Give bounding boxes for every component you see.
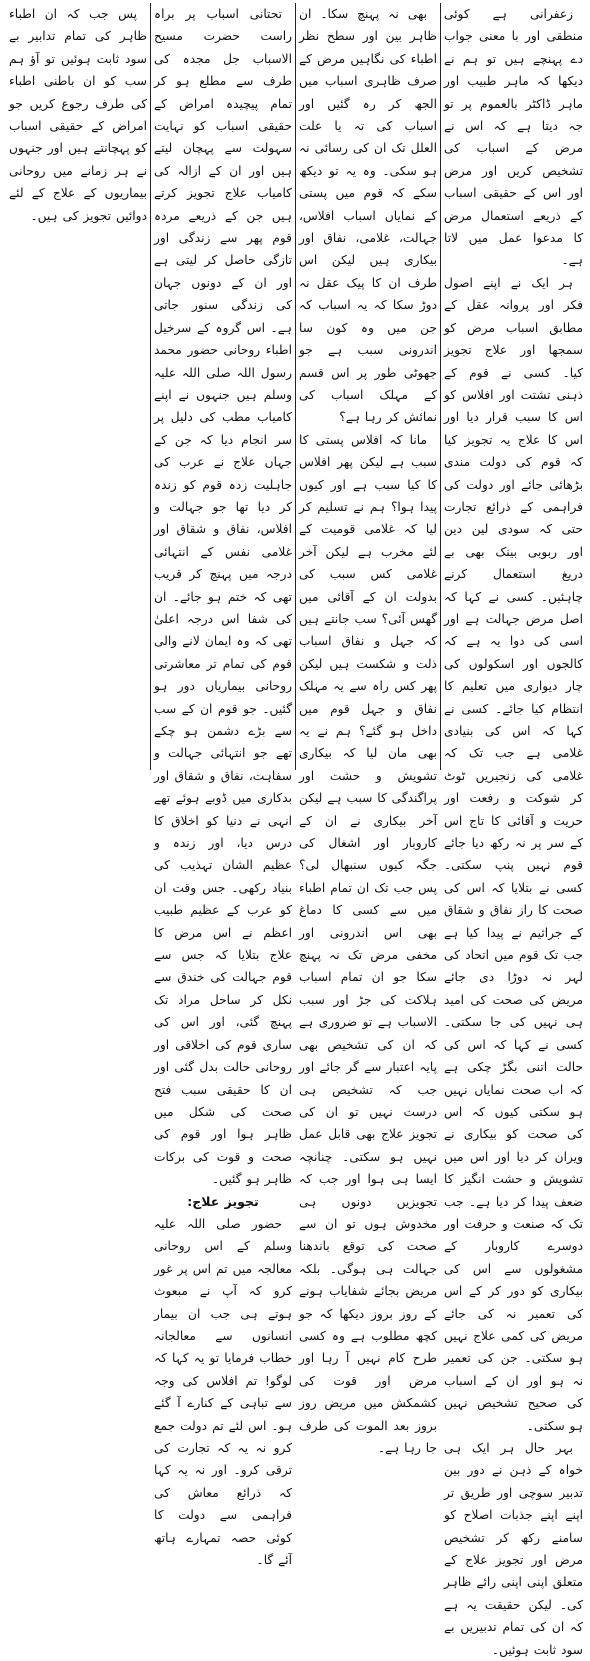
column-4 <box>6 3 151 770</box>
column-1-paragraph-2: ہر ایک نے اپنے اصول فکر اور پروانہ عقل کے مطابق اسباب مرض کو سمجھا اور علاج تجویز کیا۔ کسی نے قوم کے ذہنی تشتت اور افلاس کو اس کا سبب قرار دیا اور اس کا علاج یہ تجویز کیا کہ قوم کی دولت مندی بڑھائی جائے اور دولت کی فراہمی کے ذرائع تجارت حتی کہ سودی لین دین اور ربوبی بینک بھی بے دریغ استعمال کرنے چاہئیں۔ کسی نے کہا کہ اصل مرض جہالت ہے اور اسی کی دوا یہ ہے کہ کالجوں اور اسکولوں کی چار دیواری میں تعلیم کا انتظام کیا جائے۔ کسی نے کہا کہ اس کی بنیادی غلامی ہے جب تک کہ غلامی کی زنجیریں ٹوٹ کر شوکت و رفعت اور حریت و آقائی کا تاج اس کے سر پر نہ رکھ دیا جائے قوم نہیں پنپ سکتی۔ کسی نے بتلایا کہ اس کی صحت کا راز نفاق و شقاق کے جراثیم نے پیدا کیا ہے جب تک قوم میں اتحاد کی لہر نہ دوڑا دی جائے مریض کی صحت کی امید ہی نہیں کی جا سکتی۔ کسی نے کہا کہ اس کی حالت اتنی بگڑ چکی ہے کہ اب صحت نمایاں نہیں ہو سکتی کیوں کہ اس کی صحت کو بیکاری نے ویران کر دیا اور اس میں تشویش و حشت انگیز کا ضعف پیدا کر دیا ہے۔ جب تک کہ صنعت و حرفت اور دوسرے کاروبار کے مشغولوں سے اس کی بیکاری کو دور کر کے اس کی تعمیر نہ کی جائے مریض کی کمی علاج نہیں ہو سکتی۔ جن کی تعمیر نہ ہو اور ان کے اسباب کی صحیح تشخیص نہیں ہو سکتی۔ <box>444 275 583 1433</box>
column-1 <box>441 3 586 1657</box>
column-1-paragraph-3: بہر حال ہر ایک ہی خواہ کے ذہن نے دور بین تدبیر سوچی اور طریق تر اپنے اپنے جذبات اصلاح کو سامنے رکھ کر تشخیص مرض اور تجویز علاج کے متعلق اپنی اپنی رائے ظاہر کی۔ لیکن حقیقت یہ ہے کہ ان کی تمام تدبیریں بے سود ثابت ہوئیں۔ <box>444 1441 583 1657</box>
column-3-paragraph-2: حضور صلی اللہ علیہ وسلم کے اس روحانی معالجہ میں تم اس پر غور کرو کہ آپ نے مبعوث ہوتے ہی جب ان بیمار انسانوں سے معالجانہ خطاب فرمایا تو یہ کہا کہ لوگو! تم افلاس کی وجہ سے تباہی کے کنارے آ گئے ہو۔ اس لئے تم دولت جمع کرو نہ یہ کہ تجارت کی ترقی کرو۔ اور نہ یہ کہا کہ ذرائع معاش کی فراہمی سے دولت کا کوئی حصہ تمہارے ہاتھ آئے گا۔ <box>154 1216 292 1568</box>
column-2-paragraph-1: بھی نہ پہنچ سکا۔ ان ظاہر بین اور سطح نظر اطباء کی نگاہیں مرض کے صرف ظاہری اسباب میں الجھ کر رہ گئیں اور اسباب کی تہ یا علت العلل تک ان کی رسائی نہ ہو سکی۔ وہ یہ تو دیکھ سکے کہ قوم میں پستی کے نمایاں اسباب افلاس، جہالت، غلامی، نفاق اور بیکاری ہیں لیکن اس طرف ان کا پیک عقل نہ دوڑ سکا کہ یہ اسباب کہ جن میں وہ کون سا اندرونی سبب ہے جو جھوٹی طور پر اس قسم کے مہلک اسباب کی نمائش کر رہا ہے؟ <box>299 7 437 425</box>
column-3-paragraph-1: تحتانی اسباب پر براہ راست حضرت مسیح الاسباب جل مجدہ کی طرف سے مطلع ہو کر تمام پیچیدہ امراض کے حقیقی اسباب کو نہایت سہولت سے پہچان لیتے ہیں اور ان کے ازالہ کی کامیاب علاج تجویز کرتے ہیں جن کے ذریعے مردہ قوم پھر سے زندگی اور تازگی حاصل کر لیتی ہے اور ان کے دونوں جہان کی زندگی سنور جاتی ہے۔ اس گروہ کے سرخیل اطباء روحانی حضور محمد رسول اللہ صلی اللہ علیہ وسلم ہیں جنہوں نے اپنے کامیاب مطب کی دلیل پر سر انجام دیا کہ جن کے جہاں علاج نے عرب کی جاہلیت زدہ قوم کو زندہ کر دیا تھا جو جہالت و افلاس، نفاق و شقاق اور غلامی نفس کے انتہائی درجہ میں پہنچ کر قریب تھی کہ ختم ہو جائے۔ ان کی شفا اس درجہ اعلیٰ تھی کہ وہ ایمان لانے والی قوم کی تمام تر معاشرتی روحانی بیماریاں دور ہو گئیں۔ جو قوم ان کے سب سے بڑے دشمن ہو چکے تھے جو انتہائی جہالت و سفاہت، نفاق و شقاق اور بدکاری میں ڈوبے ہوئے تھے انہی نے دنیا کو اخلاق کا درس دیا، اور زندہ و عظیم الشان تہذیب کی بنیاد رکھی۔ جس وقت ان کو عرب کے عظیم طبیب اعظم نے اس مرض کا علاج بتلایا کہ جس سے قوم جہالت کی خندق سے نکل کر ساحل مراد تک پہنچ گئی، اور اس کی ساری قوم کی اخلاقی اور روحانی حالت بدل گئی اور ان کا حقیقی سبب فتح صحت کی شکل میں ظاہر ہوا اور قوم کی صحت و قوت کی برکات ظاہر ہو گئیں۔ <box>154 7 292 1187</box>
column-2-paragraph-2: مانا کہ افلاس پستی کا سبب ہے لیکن پھر افلاس کا کیا سبب ہے اور کیوں پیدا ہوا؟ ہم نے تسلیم کر لیا کہ غلامی قومیت کے لئے مخرب ہے لیکن آخر غلامی کس سبب کی بدولت ان کے آقائی میں گھس آئی؟ سب جانتے ہیں کہ جہل و نفاق اسباب ذلت و شکست ہیں لیکن پھر کس راہ سے یہ مہلک نفاق و جہل قوم میں داخل ہو گئے؟ ہم نے یہ بھی مان لیا کہ بیکاری تشویش و حشت اور پراگندگی کا سبب ہے لیکن آخر بیکاری نے ان کے کاروبار اور اشغال کی جگہ کیوں سنبھال لی؟ پس جب تک ان تمام اطباء میں سے کسی کا دماغ بھی اس اندرونی اور مخفی مرض تک نہ پہنچ سکا جو ان تمام اسباب ہلاکت کی جڑ اور سبب الاسباب ہے تو ضروری ہے کہ ان کی تشخیص بھی پایہ اعتبار سے گر جائے اور جب کہ تشخیص ہی درست نہیں تو ان کی تجویز علاج بھی قابل عمل نہیں ہو سکتی۔ چنانچہ ایسا ہی ہوا اور جب کہ تجویزیں دونوں ہی مخدوش ہوں تو ان سے صحت کی توقع باندھنا جہالت ہی ہوگی۔ بلکہ مریض بجائے شفایاب ہونے کے روز بروز دیکھا کہ جو کچھ مطلوب ہے وہ کسی طرح کام نہیں آ رہا اور مرض اور قوت کی کشمکش میں مریض روز بروز بعد الموت کی طرف جا رہا ہے۔ <box>299 432 437 1455</box>
column-4-paragraph-1: پس جب کہ ان اطباء ظاہر کی تمام تدابیر بے سود ثابت ہوئیں تو آؤ ہم سب کو ان باطنی اطباء کی طرف رجوع کریں جو امراض کے حقیقی اسباب کو پہچانتے ہیں اور جنہوں نے ہر زمانے میں روحانی بیماریوں کے علاج کے لئے دوائیں تجویز کی ہیں۔ <box>9 7 147 223</box>
column-3 <box>151 3 296 1568</box>
section-heading-treatment: تجویز علاج: <box>187 1193 259 1209</box>
column-1-paragraph-1: زعفرانی ہے کوئی منطقی اور با معنی جواب دے پہنچے ہیں تو ہم نے دیکھا کہ ماہر طبیب اور ماہر ڈاکٹر بالعموم پر تو جہ دیتا ہے کہ اس نے مرض کے اسباب کی تشخیص کریں اور مرض اور اس کے حقیقی اسباب کے ذریعے استعمال مرض کا مدعوا عمل میں لاتا ہے۔ <box>444 7 583 268</box>
column-2 <box>296 3 441 1455</box>
